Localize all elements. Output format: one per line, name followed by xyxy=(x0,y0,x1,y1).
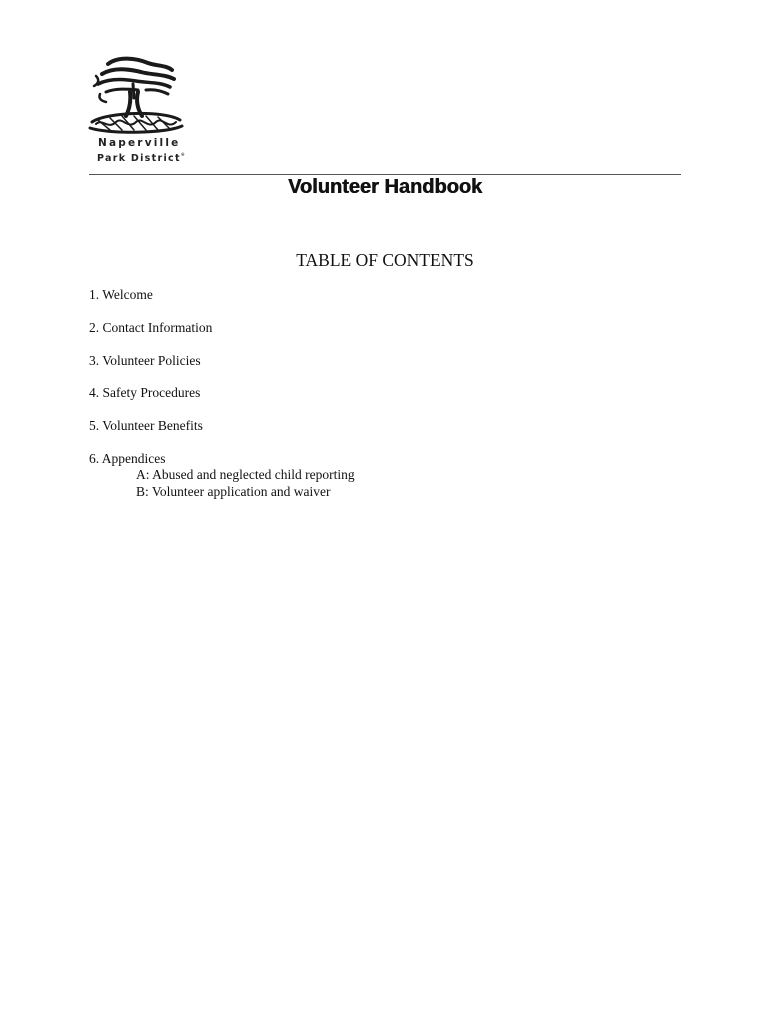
header-divider xyxy=(89,174,681,175)
registered-mark: ® xyxy=(180,152,185,157)
toc-item-appendices: 6. Appendices xyxy=(89,451,166,466)
document-title: Volunteer Handbook xyxy=(287,176,483,198)
toc-item-volunteer-benefits: 5. Volunteer Benefits xyxy=(89,418,203,433)
tree-icon xyxy=(86,54,186,136)
logo-text-park-district: Park District® xyxy=(97,152,185,164)
toc-item-welcome: 1. Welcome xyxy=(89,287,153,302)
toc-heading: TABLE OF CONTENTS xyxy=(296,250,474,270)
logo-text-naperville: Naperville xyxy=(98,137,181,149)
naperville-park-district-logo xyxy=(86,54,196,166)
toc-item-safety-procedures: 4. Safety Procedures xyxy=(89,385,201,400)
toc-subitem-appendix-b: B: Volunteer application and waiver xyxy=(136,484,331,499)
toc-item-volunteer-policies: 3. Volunteer Policies xyxy=(89,353,201,368)
toc-subitem-appendix-a: A: Abused and neglected child reporting xyxy=(136,467,355,482)
toc-item-contact-information: 2. Contact Information xyxy=(89,320,213,335)
